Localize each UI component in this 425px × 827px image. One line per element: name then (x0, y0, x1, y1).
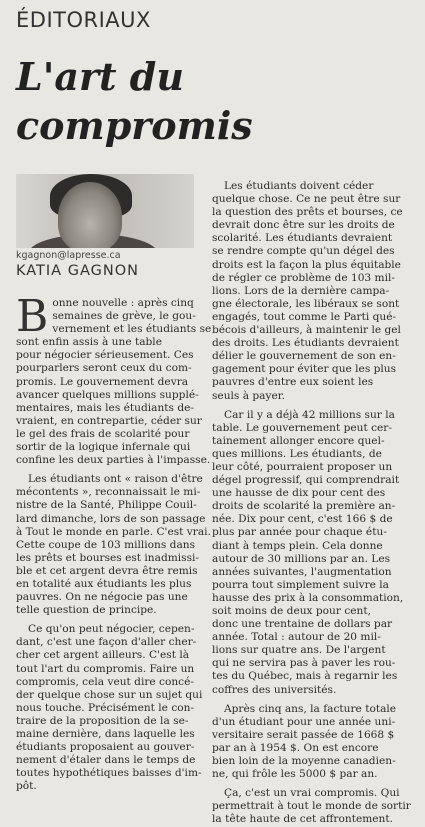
paragraph-2 (16, 473, 211, 617)
right-column (212, 180, 411, 827)
text-line: vernement et les étudiants se (52, 323, 212, 336)
text-line: pour négocier sérieusement. Ces (16, 349, 194, 362)
text-line: donc une trentaine de dollars par (212, 618, 393, 631)
text-line: gne électorale, les libéraux se sont (212, 297, 400, 310)
text-line: ble et cet argent devra être remis (16, 564, 198, 577)
text-line: par an à 1954 $. On est encore (212, 741, 379, 754)
text-line: pauvres d'entre eux soient les (212, 376, 374, 389)
text-line: seuls à payer. (212, 389, 286, 402)
text-line: vraient, en contrepartie, céder sur (16, 414, 202, 427)
text-line: bécois d'ailleurs, à maintenir le gel (212, 324, 401, 337)
text-line: permettrait à tout le monde de sortir (212, 800, 411, 813)
text-line: le gel des frais de scolarité pour (16, 427, 190, 440)
text-line: mentaires, mais les étudiants de- (16, 401, 194, 414)
text-line: pourparlers seront ceux du com- (16, 362, 192, 375)
text-line: coffres des universités. (212, 683, 337, 696)
text-line: Les étudiants doivent céder (224, 180, 374, 192)
text-line: pourra tout simplement suivre la (212, 578, 389, 591)
text-line: Les étudiants ont « raison d'être (28, 473, 203, 486)
text-line: versitaire serait passée de 1668 $ (212, 728, 395, 741)
text-line: plus par année pour chaque étu- (212, 526, 387, 539)
text-line: en totalité aux étudiants les plus (16, 577, 192, 590)
text-line: diant à temps plein. Cela donne (212, 539, 383, 552)
paragraph-1 (16, 291, 212, 467)
text-line: mécontents », reconnaissait le mi- (16, 486, 201, 499)
text-line: devrait donc être sur les droits de (212, 219, 395, 232)
paragraph-3 (16, 623, 202, 793)
text-line: droits est la façon la plus équitable (212, 258, 401, 271)
text-line: scolarité. Les étudiants devraient (212, 232, 393, 245)
text-line: dégel progressif, qui comprendrait (212, 474, 400, 487)
author-email: kgagnon@lapresse.ca (16, 250, 121, 261)
text-line: quelque chose. Ce ne peut être sur (212, 193, 401, 206)
text-line: année. Total : autour de 20 mil- (212, 631, 381, 644)
paragraph-6 (212, 703, 411, 782)
left-column (16, 291, 212, 793)
text-line: semaines de grève, le gou- (52, 310, 196, 323)
text-line: Ça, c'est un vrai compromis. Qui (224, 787, 400, 800)
text-line: traire de la proposition de la se- (16, 714, 189, 727)
text-line: nistre de la Santé, Philippe Couil- (16, 499, 197, 512)
text-line: promis. Le gouvernement devra (16, 375, 189, 388)
text-line: lions. Lors de la dernière campa- (212, 284, 390, 297)
text-line: pauvres. On ne négocie pas une (16, 591, 188, 604)
text-line: nous touche. Précisément le con- (16, 701, 195, 714)
dropcap: B (16, 291, 49, 342)
text-line: délier le gouvernement de son en- (212, 350, 396, 363)
paragraph-5 (212, 409, 411, 697)
text-line: les prêts et bourses est inadmissi- (16, 551, 200, 564)
text-line: Cette coupe de 103 millions dans (16, 538, 196, 551)
text-line: Car il y a déjà 42 millions sur la (224, 408, 395, 421)
text-line: la question des prêts et bourses, ce (212, 206, 403, 219)
text-line: étudiants proposaient au gouver- (16, 741, 195, 754)
text-line: toutes hypothétiques baisses d'im- (16, 767, 202, 780)
paragraph-7 (212, 787, 411, 826)
text-line: la tête haute de cet affrontement. (212, 813, 393, 826)
text-line: années suivantes, l'augmentation (212, 565, 392, 578)
text-line: Ce qu'on peut négocier, cepen- (28, 623, 195, 636)
text-line: des droits. Les étudiants devraient (212, 337, 399, 350)
text-line: sortir de la logique infernale qui (16, 441, 191, 454)
text-line: nement d'étaler dans le temps de (16, 754, 196, 767)
text-line: hausse des prix à la consommation, (212, 591, 404, 604)
text-line: telle question de principe. (16, 604, 157, 617)
text-line: droits de scolarité la première an- (212, 500, 396, 513)
text-line: cher cet argent ailleurs. C'est là (16, 649, 190, 662)
headline (16, 52, 416, 150)
section-heading: ÉDITORIAUX (16, 8, 151, 32)
text-line: der quelque chose sur un sujet qui (16, 688, 203, 701)
text-line: gagement pour éviter que les plus (212, 363, 397, 376)
text-line: lions sur quatre ans. De l'argent (212, 644, 386, 657)
text-line: soit moins de deux pour cent, (212, 605, 371, 617)
headline-line-1: L'art du (16, 54, 184, 99)
text-line: d'un étudiant pour une année uni- (212, 715, 396, 728)
text-line: se rendre compte qu'un dégel des (212, 245, 395, 258)
text-line: table. Le gouvernement peut cer- (212, 421, 392, 434)
text-line: ques millions. Les étudiants, de (212, 447, 382, 460)
text-line: lard dimanche, lors de son passage (16, 512, 206, 525)
author-photo-face (58, 182, 122, 248)
text-line: tes du Québec, mais à regarnir les (212, 670, 398, 683)
text-line: de régler ce problème de 103 mil- (212, 271, 395, 284)
text-line: leur côté, pourraient proposer un (212, 460, 393, 473)
text-line: une hausse de dix pour cent des (212, 487, 386, 500)
text-line: tout l'art du compromis. Faire un (16, 662, 195, 675)
text-line: tainement allonger encore quel- (212, 434, 385, 447)
text-line: qui ne servira pas à paver les rou- (212, 657, 396, 670)
headline-line-2: compromis (16, 103, 253, 148)
text-line: pôt. (16, 780, 37, 793)
text-line: confine les deux parties à l'impasse. (16, 454, 211, 467)
text-line: sont enfin assis à une table (16, 336, 162, 349)
text-line: née. Dix pour cent, c'est 166 $ de (212, 513, 393, 526)
author-photo (16, 174, 194, 248)
text-line: dant, c'est une façon d'aller cher- (16, 636, 197, 649)
text-line: autour de 30 millions par an. Les (212, 552, 391, 565)
text-line: compromis, cela veut dire concé- (16, 675, 194, 688)
text-line: à Tout le monde en parle. C'est vrai. (16, 525, 211, 538)
text-line: engagés, tout comme le Parti qué- (212, 310, 397, 323)
text-line: bien loin de la moyenne canadien- (212, 755, 396, 768)
text-line: avancer quelques millions supplé- (16, 388, 199, 401)
text-line: ne, qui frôle les 5000 $ par an. (212, 768, 378, 781)
text-line: onne nouvelle : après cinq (52, 297, 194, 309)
author-name: KATIA GAGNON (16, 263, 139, 279)
paragraph-4 (212, 180, 411, 403)
text-line: maine dernière, dans laquelle les (16, 728, 195, 740)
text-line: Après cinq ans, la facture totale (224, 702, 397, 715)
